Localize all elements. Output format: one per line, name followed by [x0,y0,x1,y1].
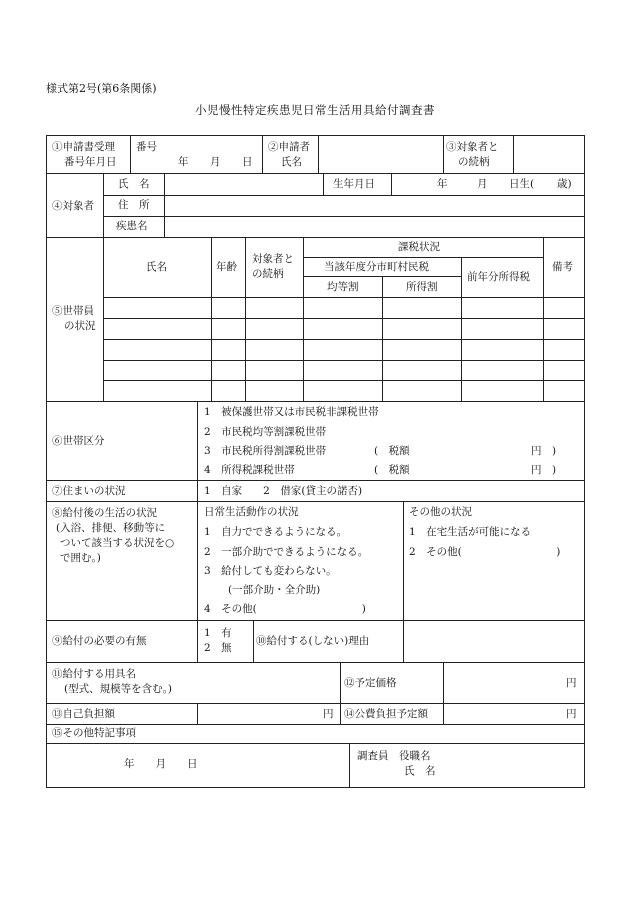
birth-month: 月 [477,178,488,190]
divider [253,620,254,662]
divider [443,662,444,724]
yen-close: 円 ) [531,445,557,457]
daily-title: 日常生活動作の状況 [204,506,299,518]
tax-amount-label: ( 税額 [374,445,410,457]
necessity-no: 2 無 [204,642,232,654]
category-item: 2 市民税均等割課税世帯 [204,426,327,438]
equipment-label: (型式、規模等を含む。) [64,683,172,695]
col-income: 所得割 [406,281,438,293]
equipment-label: ⑪給付する用具名 [52,668,136,680]
divider [103,216,585,217]
investigator-title: 調査員 役職名 [357,750,431,762]
birth-label: 生年月日 [333,178,375,190]
other-item: 1 在宅生活が可能になる [409,526,532,538]
divider [303,257,544,258]
col-notes: 備考 [552,261,573,273]
after-life-label: (入浴、排便、移動等に [56,522,166,534]
divider [103,195,585,196]
receipt-label: 番号年月日 [64,156,117,168]
col-prev-year: 前年分所得税 [467,271,530,283]
household-label: の状況 [64,320,96,332]
self-burden-label: ⑬自己負担額 [52,708,115,720]
divider [245,237,246,401]
divider [103,318,585,319]
divider [46,480,585,481]
divider [303,237,304,401]
daily-item: (一部介助・全介助) [228,584,321,596]
other-title: その他の状況 [409,506,472,518]
price-label: ⑫予定価格 [344,677,397,689]
self-burden-yen: 円 [323,708,334,720]
divider [340,662,341,724]
other-item: 2 その他( ) [409,546,561,558]
public-burden-label: ⑭公費負担予定額 [344,708,428,720]
col-relation: の続柄 [252,268,284,280]
daily-item: 2 一部介助でできるようになる。 [204,546,369,558]
col-municipal: 当該年度分市町村民税 [324,261,429,273]
date-day: 日 [242,156,253,168]
after-life-label: ついて該当する状況を○ [60,537,175,549]
after-life-label: で囲む。) [60,552,101,564]
housing-options: 1 自家 2 借家(貸主の諾否) [204,485,363,497]
divider [46,703,585,704]
divider [262,135,263,173]
col-age: 年齢 [216,261,237,273]
divider [46,401,585,402]
yen-close: 円 ) [531,464,557,476]
divider [46,501,585,502]
category-item: 1 被保護世帯又は市民税非課税世帯 [204,406,379,418]
subject-label: ④対象者 [52,200,94,212]
col-name: 氏名 [146,261,167,273]
reason-label: ⑩給付する(しない)理由 [256,635,370,647]
receipt-label: ①申請書受理 [52,141,115,153]
relation-label: の続柄 [458,156,490,168]
col-equal: 均等割 [327,281,359,293]
divider [403,620,404,662]
price-yen: 円 [566,677,577,689]
applicant-label: 氏名 [281,156,302,168]
divider [211,237,212,401]
divider [197,703,198,724]
table-border-top [46,135,585,136]
divider [103,339,585,340]
necessity-yes: 1 有 [204,627,232,639]
address-label: 住 所 [118,199,150,211]
birth-year: 年 [437,178,448,190]
subject-name-label: 氏 名 [118,178,150,190]
divider [46,237,585,238]
daily-item: 1 自力でできるようになる。 [204,526,348,538]
document-title: 小児慢性特定疾患児日常生活用具給付調査書 [195,103,435,117]
divider [46,620,585,621]
category-label: ⑥世帯区分 [52,435,105,447]
investigator-name: 氏 名 [404,765,436,777]
category-item: 3 市民税所得割課税世帯 [204,445,327,457]
divider [349,743,350,787]
divider [46,662,585,663]
table-border-bottom [46,787,585,788]
public-burden-yen: 円 [566,708,577,720]
household-label: ⑤世帯員 [52,305,94,317]
form-number: 様式第2号(第6条関係) [46,82,157,95]
divider [318,135,319,173]
divider [164,173,165,237]
notes-label: ⑮その他特記事項 [52,727,136,739]
divider [46,173,585,174]
divider [391,173,392,195]
divider [103,173,104,237]
applicant-label: ②申請者 [268,141,310,153]
divider [103,360,585,361]
relation-label: ③対象者と [446,141,499,153]
number-label: 番号 [136,141,157,153]
divider [46,743,585,744]
divider [197,401,198,662]
col-tax: 課税状況 [398,241,440,253]
divider [103,237,104,401]
divider [130,135,131,173]
divider [443,135,444,173]
divider [103,380,585,381]
footer-date: 年 月 日 [124,758,198,770]
after-life-label: ⑧給付後の生活の状況 [52,507,157,519]
housing-label: ⑦住まいの状況 [52,485,126,497]
divider [103,297,585,298]
divider [323,173,324,195]
date-month: 月 [210,156,221,168]
divider [403,501,404,620]
disease-label: 疾患名 [116,220,148,232]
age-label: 歳) [557,178,572,190]
birth-day: 日生( [509,178,535,190]
divider [513,135,514,173]
table-border-right [584,135,585,788]
date-year: 年 [178,156,189,168]
necessity-label: ⑨給付の必要の有無 [52,635,147,647]
daily-item: 4 その他( ) [204,603,366,615]
table-border-left [46,135,47,788]
divider [543,237,544,401]
col-relation: 対象者と [252,253,294,265]
divider [46,724,585,725]
tax-amount-label: ( 税額 [374,464,410,476]
daily-item: 3 給付しても変わらない。 [204,565,337,577]
category-item: 4 所得税課税世帯 [204,464,295,476]
